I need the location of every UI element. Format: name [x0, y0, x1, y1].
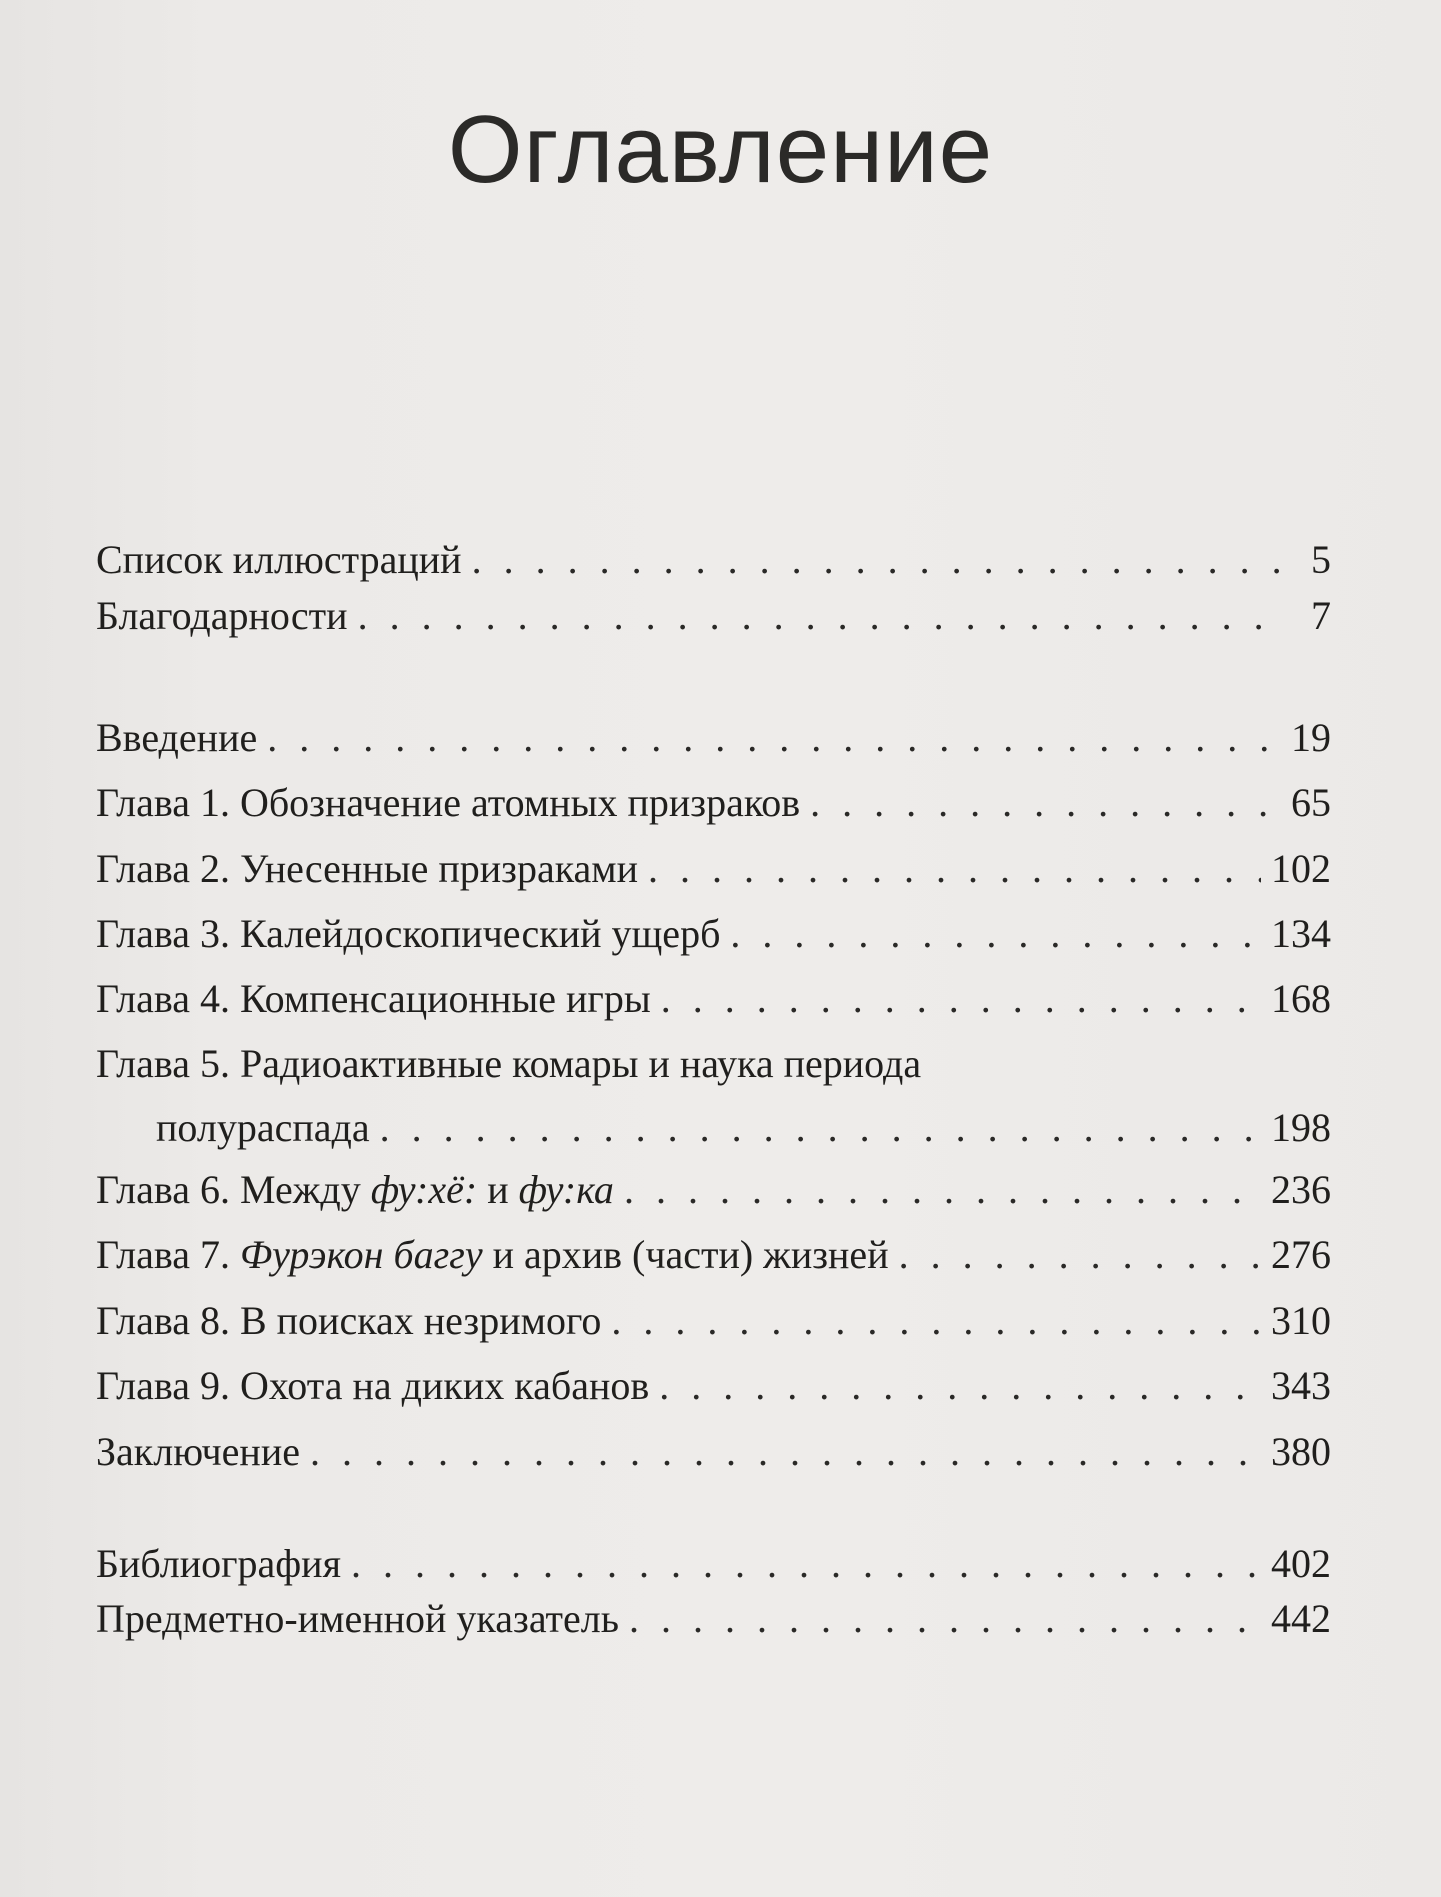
dot-leader	[661, 975, 1261, 1023]
dot-leader	[380, 1104, 1261, 1152]
toc-entry-label: Список иллюстраций	[96, 537, 462, 582]
toc-page-number: 102	[1271, 846, 1331, 891]
toc-entry-chapter-9[interactable]	[96, 1362, 1331, 1410]
toc-entry-label-italic: Фурэкон баггу	[239, 1232, 483, 1277]
toc-entry-label-italic-1: фу:хё:	[370, 1167, 478, 1212]
toc-page-number: 402	[1271, 1541, 1331, 1586]
toc-entry-chapter-5[interactable]	[96, 1040, 1331, 1152]
toc-page-number: 7	[1311, 593, 1331, 638]
toc-page-number: 310	[1271, 1298, 1331, 1343]
toc-page-number: 65	[1291, 780, 1331, 825]
toc-entry-label	[96, 1231, 889, 1279]
dot-leader	[659, 1362, 1261, 1410]
toc-entry-chapter-4[interactable]	[96, 975, 1331, 1023]
dot-leader	[310, 1428, 1261, 1476]
dot-leader	[624, 1166, 1261, 1214]
toc-entry-label-italic-2: фу:ка	[518, 1167, 614, 1212]
toc-entry-acknowledgements[interactable]	[96, 592, 1331, 640]
toc-page-number: 19	[1291, 715, 1331, 760]
toc-entry-label-line2: полураспада	[156, 1105, 370, 1150]
toc-entry-label: Благодарности	[96, 593, 348, 638]
dot-leader	[899, 1231, 1261, 1279]
dot-leader	[611, 1297, 1261, 1345]
toc-entry-label-suffix: и архив (части) жизней	[482, 1232, 889, 1277]
dot-leader	[472, 536, 1281, 584]
toc-entry-index[interactable]	[96, 1595, 1331, 1643]
toc-page-number: 343	[1271, 1363, 1331, 1408]
toc-entry-introduction[interactable]	[96, 714, 1331, 762]
dot-leader	[267, 714, 1281, 762]
toc-entry-label: Глава 1. Обозначение атомных призраков	[96, 780, 801, 825]
toc-entry-label: Заключение	[96, 1429, 300, 1474]
dot-leader	[730, 910, 1261, 958]
toc-entry-illustrations[interactable]	[96, 536, 1331, 584]
toc-entry-label: Введение	[96, 715, 258, 760]
toc-entry-chapter-3[interactable]	[96, 910, 1331, 958]
toc-page-number: 168	[1271, 976, 1331, 1021]
toc-entry-label: Библиография	[96, 1541, 341, 1586]
toc-page-number: 276	[1271, 1232, 1331, 1277]
toc-entry-label: Предметно-именной указатель	[96, 1596, 619, 1641]
toc-entry-label-line1: Глава 5. Радиоактивные комары и наука периода	[96, 1041, 922, 1086]
toc-entry-chapter-7[interactable]	[96, 1231, 1331, 1279]
toc-entry-label: Глава 3. Калейдоскопический ущерб	[96, 911, 721, 956]
toc-entry-label-middle: и	[477, 1167, 519, 1212]
toc-entry-bibliography[interactable]	[96, 1540, 1331, 1588]
toc-entry-conclusion[interactable]	[96, 1428, 1331, 1476]
toc-entry-label: Глава 4. Компенсационные игры	[96, 976, 651, 1021]
dot-leader	[810, 779, 1281, 827]
dot-leader	[351, 1540, 1261, 1588]
toc-page-number: 198	[1271, 1105, 1331, 1150]
toc-entry-label: Глава 9. Охота на диких кабанов	[96, 1363, 650, 1408]
toc-page-number: 134	[1271, 911, 1331, 956]
toc-entry-label-prefix: Глава 7.	[96, 1232, 240, 1277]
toc-page-number: 380	[1271, 1429, 1331, 1474]
toc-page-number: 236	[1271, 1167, 1331, 1212]
toc-entry-label	[96, 1166, 614, 1214]
toc-entry-chapter-2[interactable]	[96, 845, 1331, 893]
page-title: Оглавление	[447, 96, 994, 203]
toc-entry-chapter-1[interactable]	[96, 779, 1331, 827]
toc-entry-chapter-6[interactable]	[96, 1166, 1331, 1214]
toc-page-number: 5	[1311, 537, 1331, 582]
toc-page-number: 442	[1271, 1596, 1331, 1641]
dot-leader	[358, 592, 1281, 640]
dot-leader	[648, 845, 1261, 893]
toc-entry-label: Глава 2. Унесенные призраками	[96, 846, 639, 891]
toc-entry-label: Глава 8. В поисках незримого	[96, 1298, 602, 1343]
toc-entry-label-prefix: Глава 6. Между	[96, 1167, 371, 1212]
toc-entry-chapter-8[interactable]	[96, 1297, 1331, 1345]
dot-leader	[629, 1595, 1261, 1643]
